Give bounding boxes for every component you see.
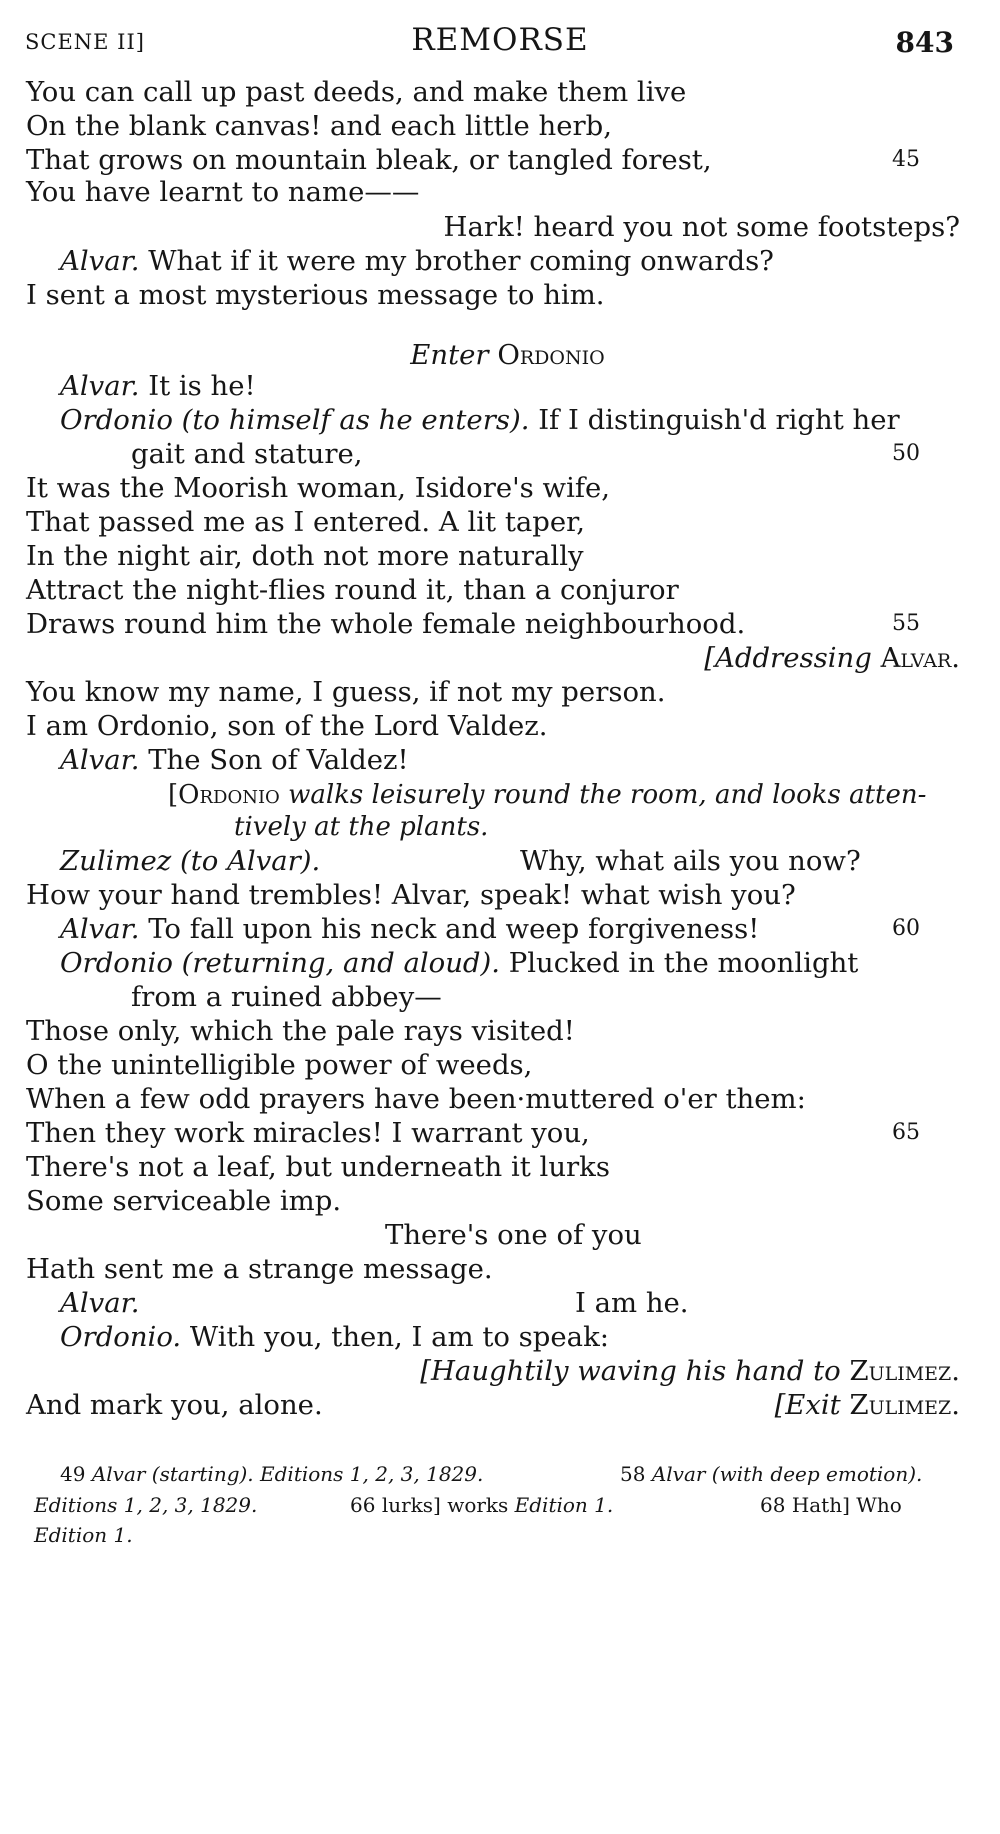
stage-direction-text: [Haughtily waving his hand to xyxy=(420,1355,841,1387)
footnote-text: Alvar (starting). Editions 1, 2, 3, 1829. xyxy=(91,1462,484,1486)
verse-line: Hath sent me a strange message. xyxy=(26,1253,493,1285)
verse-line: There's one of you xyxy=(385,1219,642,1251)
footnote-source: Edition 1. xyxy=(514,1493,614,1517)
footnote-number: 49 xyxy=(60,1462,86,1486)
verse-text: That grows on mountain bleak, or tangled forest, xyxy=(26,144,712,176)
line-number: 65 xyxy=(892,1120,920,1145)
verse-line: Attract the night-flies round it, than a conjuror xyxy=(26,574,679,606)
verse-line: When a few odd prayers have been·muttered o'er them: xyxy=(26,1083,806,1115)
verse-text: To fall upon his neck and weep forgiveness! xyxy=(148,913,760,945)
scene-label: SCENE II] xyxy=(25,30,145,54)
verse-line: There's not a leaf, but underneath it lurks xyxy=(26,1151,610,1183)
footnote xyxy=(760,1493,902,1517)
speaker: Alvar. xyxy=(60,370,140,402)
verse-line: You can call up past deeds, and make them live xyxy=(26,76,687,108)
footnote xyxy=(620,1462,922,1486)
footnote-text: Hath] Who xyxy=(791,1493,902,1517)
stage-direction-verb: [Addressing xyxy=(704,642,872,674)
stage-direction xyxy=(775,1385,960,1425)
character-name: Ordonio xyxy=(497,339,605,371)
speaker: Alvar. xyxy=(60,913,140,945)
verse-line: How your hand trembles! Alvar, speak! what wish you? xyxy=(26,879,796,911)
footnote-number: 68 xyxy=(760,1493,786,1517)
line-number: 45 xyxy=(892,147,920,172)
speaker: Alvar. xyxy=(60,1287,140,1319)
verse-text: The Son of Valdez! xyxy=(148,744,409,776)
verse-line: In the night air, doth not more naturally xyxy=(26,540,584,572)
verse-text: It is he! xyxy=(148,370,256,402)
footnote-number: 66 xyxy=(350,1493,376,1517)
verse-line xyxy=(26,1385,960,1425)
speaker: Zulimez (to Alvar). xyxy=(60,845,321,877)
verse-line: You have learnt to name—— xyxy=(26,176,420,208)
footnote-text: lurks] works xyxy=(381,1493,509,1517)
speech-line xyxy=(60,740,960,780)
verse-text: Draws round him the whole female neighbourhood. xyxy=(26,608,746,640)
verse-text: With you, then, I am to speak: xyxy=(189,1321,610,1353)
verse-text: Why, what ails you now? xyxy=(520,845,861,877)
verse-line: You know my name, I guess, if not my person. xyxy=(26,676,666,708)
running-title: REMORSE xyxy=(411,22,589,58)
verse-line: Those only, which the pale rays visited! xyxy=(26,1015,575,1047)
stage-direction-verb: [Exit xyxy=(774,1389,841,1421)
verse-line: I am Ordonio, son of the Lord Valdez. xyxy=(26,710,548,742)
verse-line: O the unintelligible power of weeds, xyxy=(26,1049,533,1081)
character-name: Alvar. xyxy=(880,642,960,674)
verse-line: from a ruined abbey— xyxy=(131,981,442,1013)
running-header xyxy=(0,22,1000,62)
verse-line: Some serviceable imp. xyxy=(26,1185,342,1217)
verse-text: And mark you, alone. xyxy=(26,1389,323,1421)
character-name: Zulimez. xyxy=(849,1355,960,1387)
verse-text: Plucked in the moonlight xyxy=(508,947,859,979)
speaker: Ordonio (returning, and aloud). xyxy=(60,947,500,979)
verse-line: That passed me as I entered. A lit taper, xyxy=(26,506,586,538)
character-name: Zulimez. xyxy=(849,1389,960,1421)
line-number: 60 xyxy=(892,916,920,941)
verse-text: If I distinguish'd right her xyxy=(538,404,900,436)
stage-direction-verb: Enter xyxy=(410,339,489,371)
verse-line: On the blank canvas! and each little herb, xyxy=(26,110,612,142)
footnote-continuation: Editions 1, 2, 3, 1829. xyxy=(34,1493,258,1517)
verse-text: What if it were my brother coming onwards? xyxy=(148,245,774,277)
verse-text: I am he. xyxy=(575,1287,689,1319)
footnote-text: Alvar (with deep emotion). xyxy=(651,1462,923,1486)
footnote xyxy=(350,1493,613,1517)
verse-line: Hark! heard you not some footsteps? xyxy=(443,211,960,243)
verse-line: I sent a most mysterious message to him. xyxy=(26,279,605,311)
character-name: [Ordonio xyxy=(168,780,280,810)
line-number: 55 xyxy=(892,611,920,636)
verse-text: Then they work miracles! I warrant you, xyxy=(26,1117,590,1149)
footnote-continuation: Edition 1. xyxy=(34,1523,133,1547)
stage-direction-text: walks leisurely round the room, and looks atten- xyxy=(288,780,927,810)
line-number: 50 xyxy=(892,441,920,466)
verse-line: It was the Moorish woman, Isidore's wife, xyxy=(26,472,611,504)
speaker: Ordonio. xyxy=(60,1321,182,1353)
footnote xyxy=(60,1462,483,1486)
footnote-number: 58 xyxy=(620,1462,646,1486)
stage-direction: tively at the plants. xyxy=(234,812,489,842)
speaker: Alvar. xyxy=(60,245,140,277)
verse-text: gait and stature, xyxy=(131,438,363,470)
speaker: Alvar. xyxy=(60,744,140,776)
speaker: Ordonio (to himself as he enters). xyxy=(60,404,530,436)
page-number: 843 xyxy=(895,26,954,59)
